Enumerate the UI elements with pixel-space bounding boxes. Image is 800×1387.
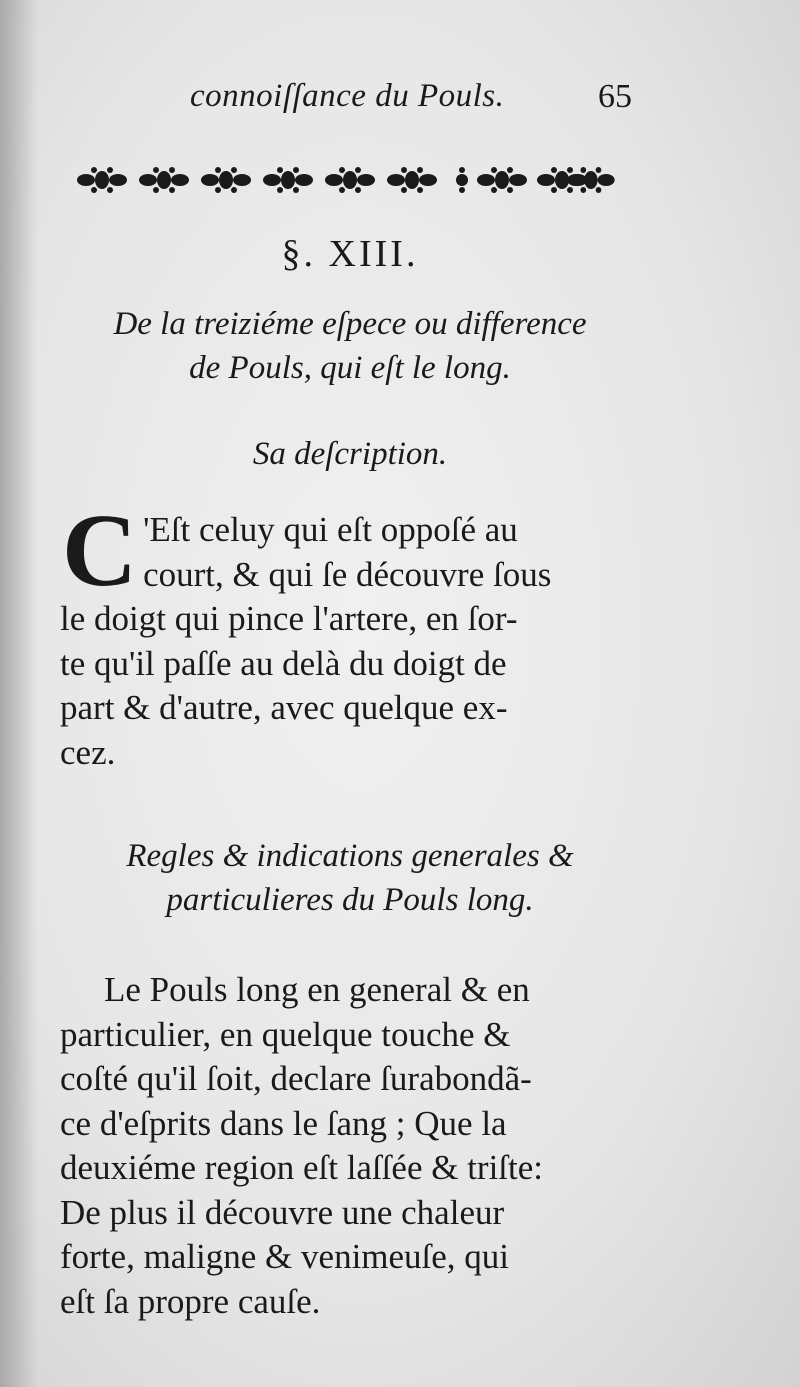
section-title <box>60 302 640 390</box>
section-title-line: de Pouls, qui eſt le long. <box>189 350 511 386</box>
text-line: ce d'eſprits dans le ſang ; Que la <box>60 1103 507 1143</box>
fleuron-band-icon <box>76 164 636 196</box>
description-paragraph <box>60 493 638 775</box>
text-line: 'Eſt celuy qui eſt oppoſé au <box>143 510 518 549</box>
description-heading: Sa deſcription. <box>252 436 448 472</box>
text-line: part & d'autre, avec quelque ex- <box>60 688 508 727</box>
running-title: connoiſſance du Pouls. <box>190 78 505 114</box>
text-line: particulier, en quelque touche & <box>60 1014 511 1054</box>
rules-heading-line: particulieres du Pouls long. <box>166 882 534 918</box>
text-line: cez. <box>60 732 116 772</box>
text-line: forte, maligne & venimeuſe, qui <box>60 1237 510 1276</box>
text-line: le doigt qui pince l'artere, en ſor- <box>60 599 518 638</box>
section-number: §. XIII. <box>281 233 419 275</box>
section-title-line: De la treiziéme eſpece ou difference <box>113 306 587 342</box>
rules-paragraph <box>60 968 638 1324</box>
text-line: De plus il découvre une chaleur <box>60 1192 505 1232</box>
text-line: te qu'il paſſe au delà du doigt de <box>60 643 507 683</box>
gutter-shadow <box>0 0 38 1387</box>
text-line: coſté qu'il ſoit, declare ſurabondã- <box>60 1059 532 1098</box>
text-line: eſt ſa propre cauſe. <box>60 1281 321 1321</box>
page-number: 65 <box>598 78 632 115</box>
rules-heading <box>60 834 640 922</box>
text-line: deuxiéme region eſt laſſée & triſte: <box>60 1148 544 1187</box>
drop-cap: C <box>62 493 138 608</box>
rules-heading-line: Regles & indications generales & <box>126 838 574 874</box>
text-line: court, & qui ſe découvre ſous <box>143 554 552 594</box>
text-line: Le Pouls long en general & en <box>104 970 530 1009</box>
